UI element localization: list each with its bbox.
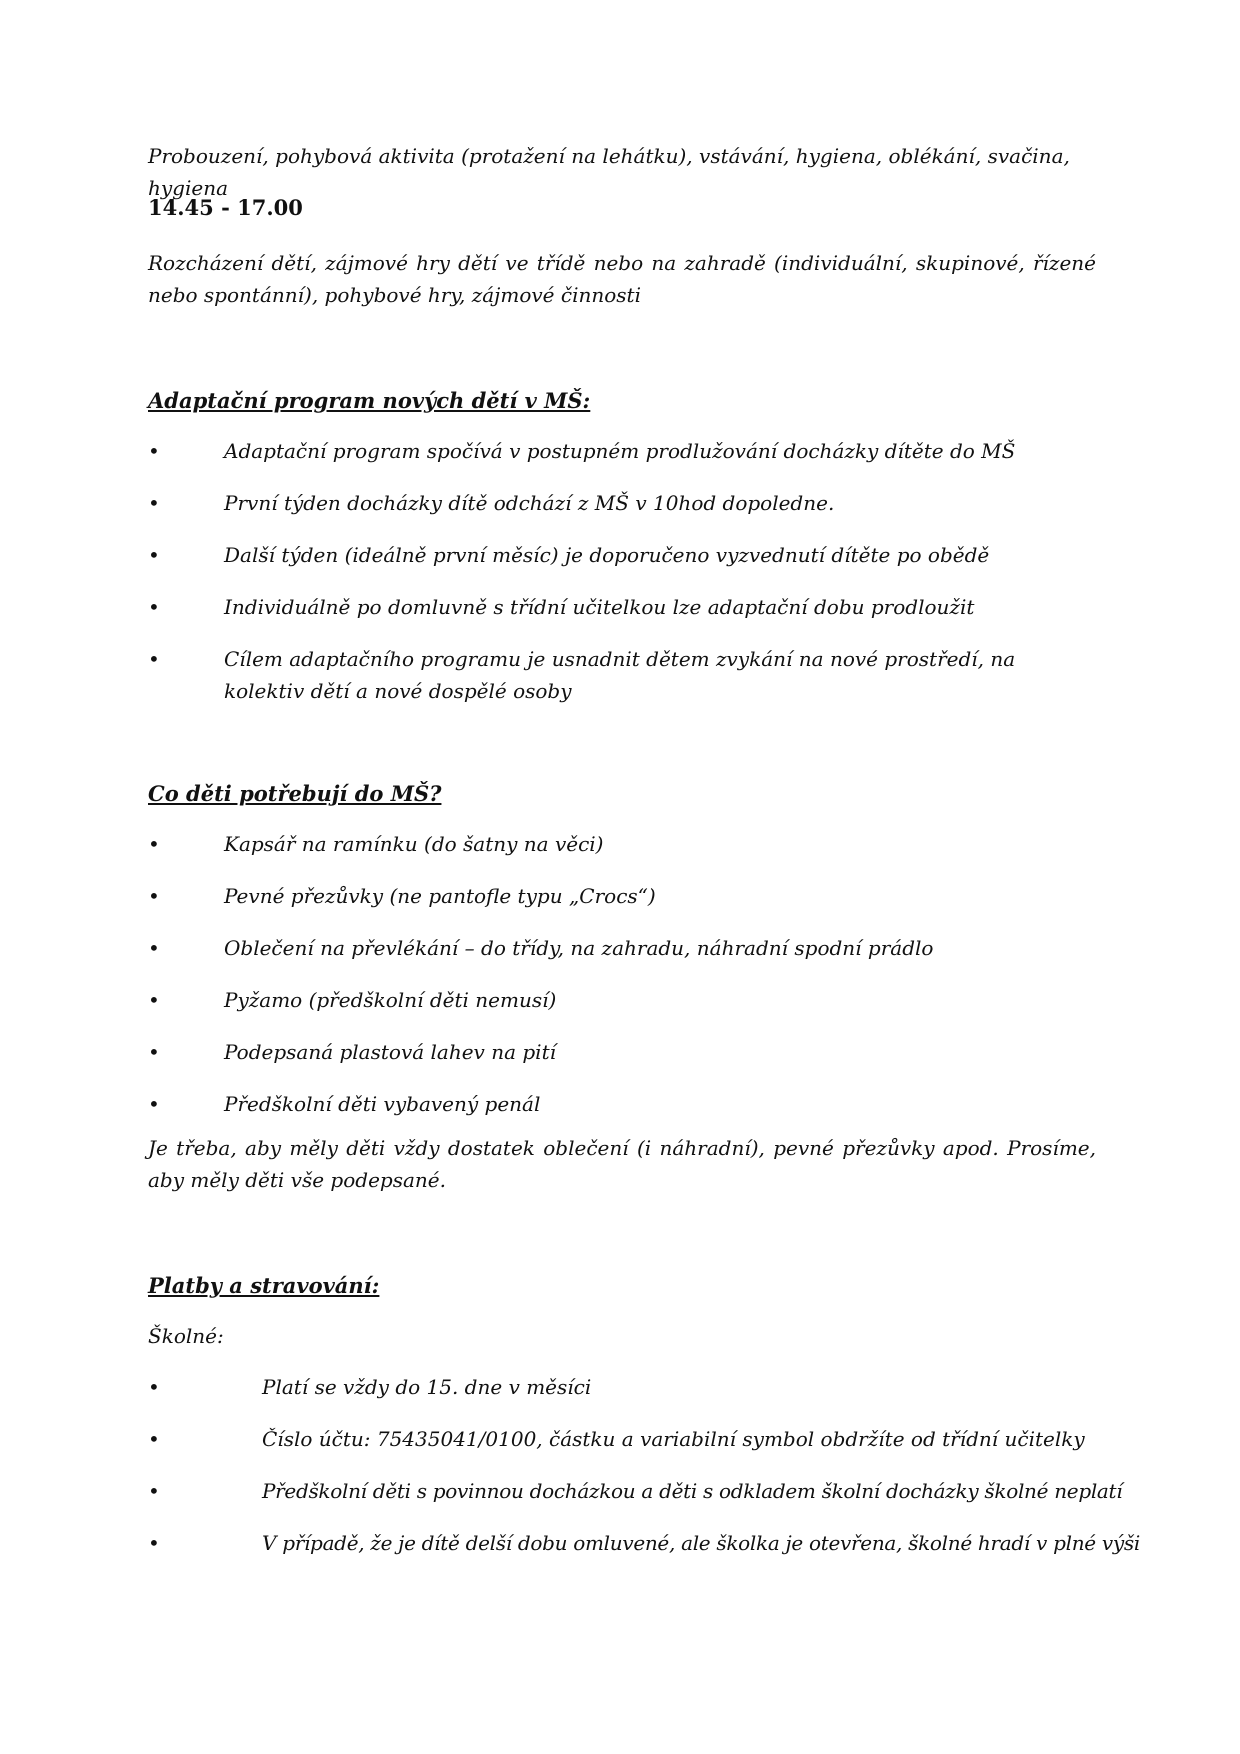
bullet-icon: • bbox=[148, 439, 160, 463]
bullet-icon: • bbox=[148, 1531, 160, 1555]
list-item bbox=[148, 1036, 1096, 1068]
needs-list bbox=[148, 828, 1096, 1120]
list-item-text: Pevné přezůvky (ne pantofle typu „Crocs“) bbox=[224, 884, 656, 908]
bullet-icon: • bbox=[148, 1040, 160, 1064]
bullet-icon: • bbox=[148, 1427, 160, 1451]
needs-note: Je třeba, aby měly děti vždy dostatek oblečení (i náhradní), pevné přezůvky apod. Prosíme, aby měly děti vše podepsané. bbox=[148, 1136, 1096, 1192]
list-item bbox=[148, 1475, 1123, 1507]
payments-list bbox=[148, 1371, 1140, 1559]
list-item bbox=[148, 880, 1096, 912]
list-item bbox=[148, 1371, 1108, 1403]
list-item-text: Cílem adaptačního programu je usnadnit dětem zvykání na nové prostředí, na kolektiv dětí a nové dospělé osoby bbox=[224, 647, 1016, 703]
payments-heading: Platby a stravování: bbox=[148, 1273, 380, 1298]
list-item bbox=[148, 932, 1096, 964]
list-item-text: Další týden (ideálně první měsíc) je doporučeno vyzvednutí dítěte po obědě bbox=[224, 543, 990, 567]
list-item-text: První týden docházky dítě odchází z MŠ v 10hod dopoledne. bbox=[224, 491, 835, 515]
list-item bbox=[148, 1088, 1096, 1120]
intro-paragraph: Probouzení, pohybová aktivita (protažení na lehátku), vstávání, hygiena, oblékání, svačina, hygiena bbox=[148, 144, 1070, 200]
time-block: 14.45 - 17.00 bbox=[148, 195, 303, 220]
needs-heading: Co děti potřebují do MŠ? bbox=[148, 781, 442, 806]
list-item-text: Platí se vždy do 15. dne v měsíci bbox=[262, 1375, 592, 1399]
list-item bbox=[148, 828, 1096, 860]
list-item bbox=[148, 1423, 1108, 1455]
bullet-icon: • bbox=[148, 543, 160, 567]
list-item-text: Pyžamo (předškolní děti nemusí) bbox=[224, 988, 557, 1012]
bullet-icon: • bbox=[148, 1092, 160, 1116]
list-item-text: Číslo účtu: 75435041/0100, částku a variabilní symbol obdržíte od třídní učitelky bbox=[262, 1427, 1085, 1451]
list-item bbox=[148, 487, 1096, 519]
adaptation-heading: Adaptační program nových dětí v MŠ: bbox=[148, 388, 591, 413]
bullet-icon: • bbox=[148, 491, 160, 515]
list-item-text: Oblečení na převlékání – do třídy, na zahradu, náhradní spodní prádlo bbox=[224, 936, 934, 960]
bullet-icon: • bbox=[148, 884, 160, 908]
list-item-text: V případě, že je dítě delší dobu omluvené, ale školka je otevřena, školné hradí v plné výši bbox=[262, 1531, 1140, 1555]
bullet-icon: • bbox=[148, 647, 160, 671]
list-item bbox=[148, 539, 1096, 571]
payments-subheading: Školné: bbox=[148, 1324, 224, 1348]
list-item-text: Předškolní děti s povinnou docházkou a děti s odkladem školní docházky školné neplatí bbox=[262, 1479, 1123, 1503]
bullet-icon: • bbox=[148, 832, 160, 856]
list-item bbox=[148, 591, 1096, 623]
list-item bbox=[148, 984, 1096, 1016]
list-item-text: Adaptační program spočívá v postupném prodlužování docházky dítěte do MŠ bbox=[224, 439, 1016, 463]
bullet-icon: • bbox=[148, 936, 160, 960]
list-item bbox=[148, 643, 1096, 707]
list-item-text: Individuálně po domluvně s třídní učitelkou lze adaptační dobu prodloužit bbox=[224, 595, 975, 619]
list-item bbox=[148, 1527, 1140, 1559]
list-item bbox=[148, 435, 1096, 467]
list-item-text: Kapsář na ramínku (do šatny na věci) bbox=[224, 832, 604, 856]
adaptation-list bbox=[148, 435, 1096, 707]
bullet-icon: • bbox=[148, 595, 160, 619]
list-item-text: Předškolní děti vybavený penál bbox=[224, 1092, 541, 1116]
bullet-icon: • bbox=[148, 988, 160, 1012]
bullet-icon: • bbox=[148, 1375, 160, 1399]
afternoon-paragraph: Rozcházení dětí, zájmové hry dětí ve třídě nebo na zahradě (individuální, skupinové, řízené nebo spontánní), pohybové hry, zájmové činnosti bbox=[148, 251, 1096, 307]
list-item-text: Podepsaná plastová lahev na pití bbox=[224, 1040, 557, 1064]
bullet-icon: • bbox=[148, 1479, 160, 1503]
